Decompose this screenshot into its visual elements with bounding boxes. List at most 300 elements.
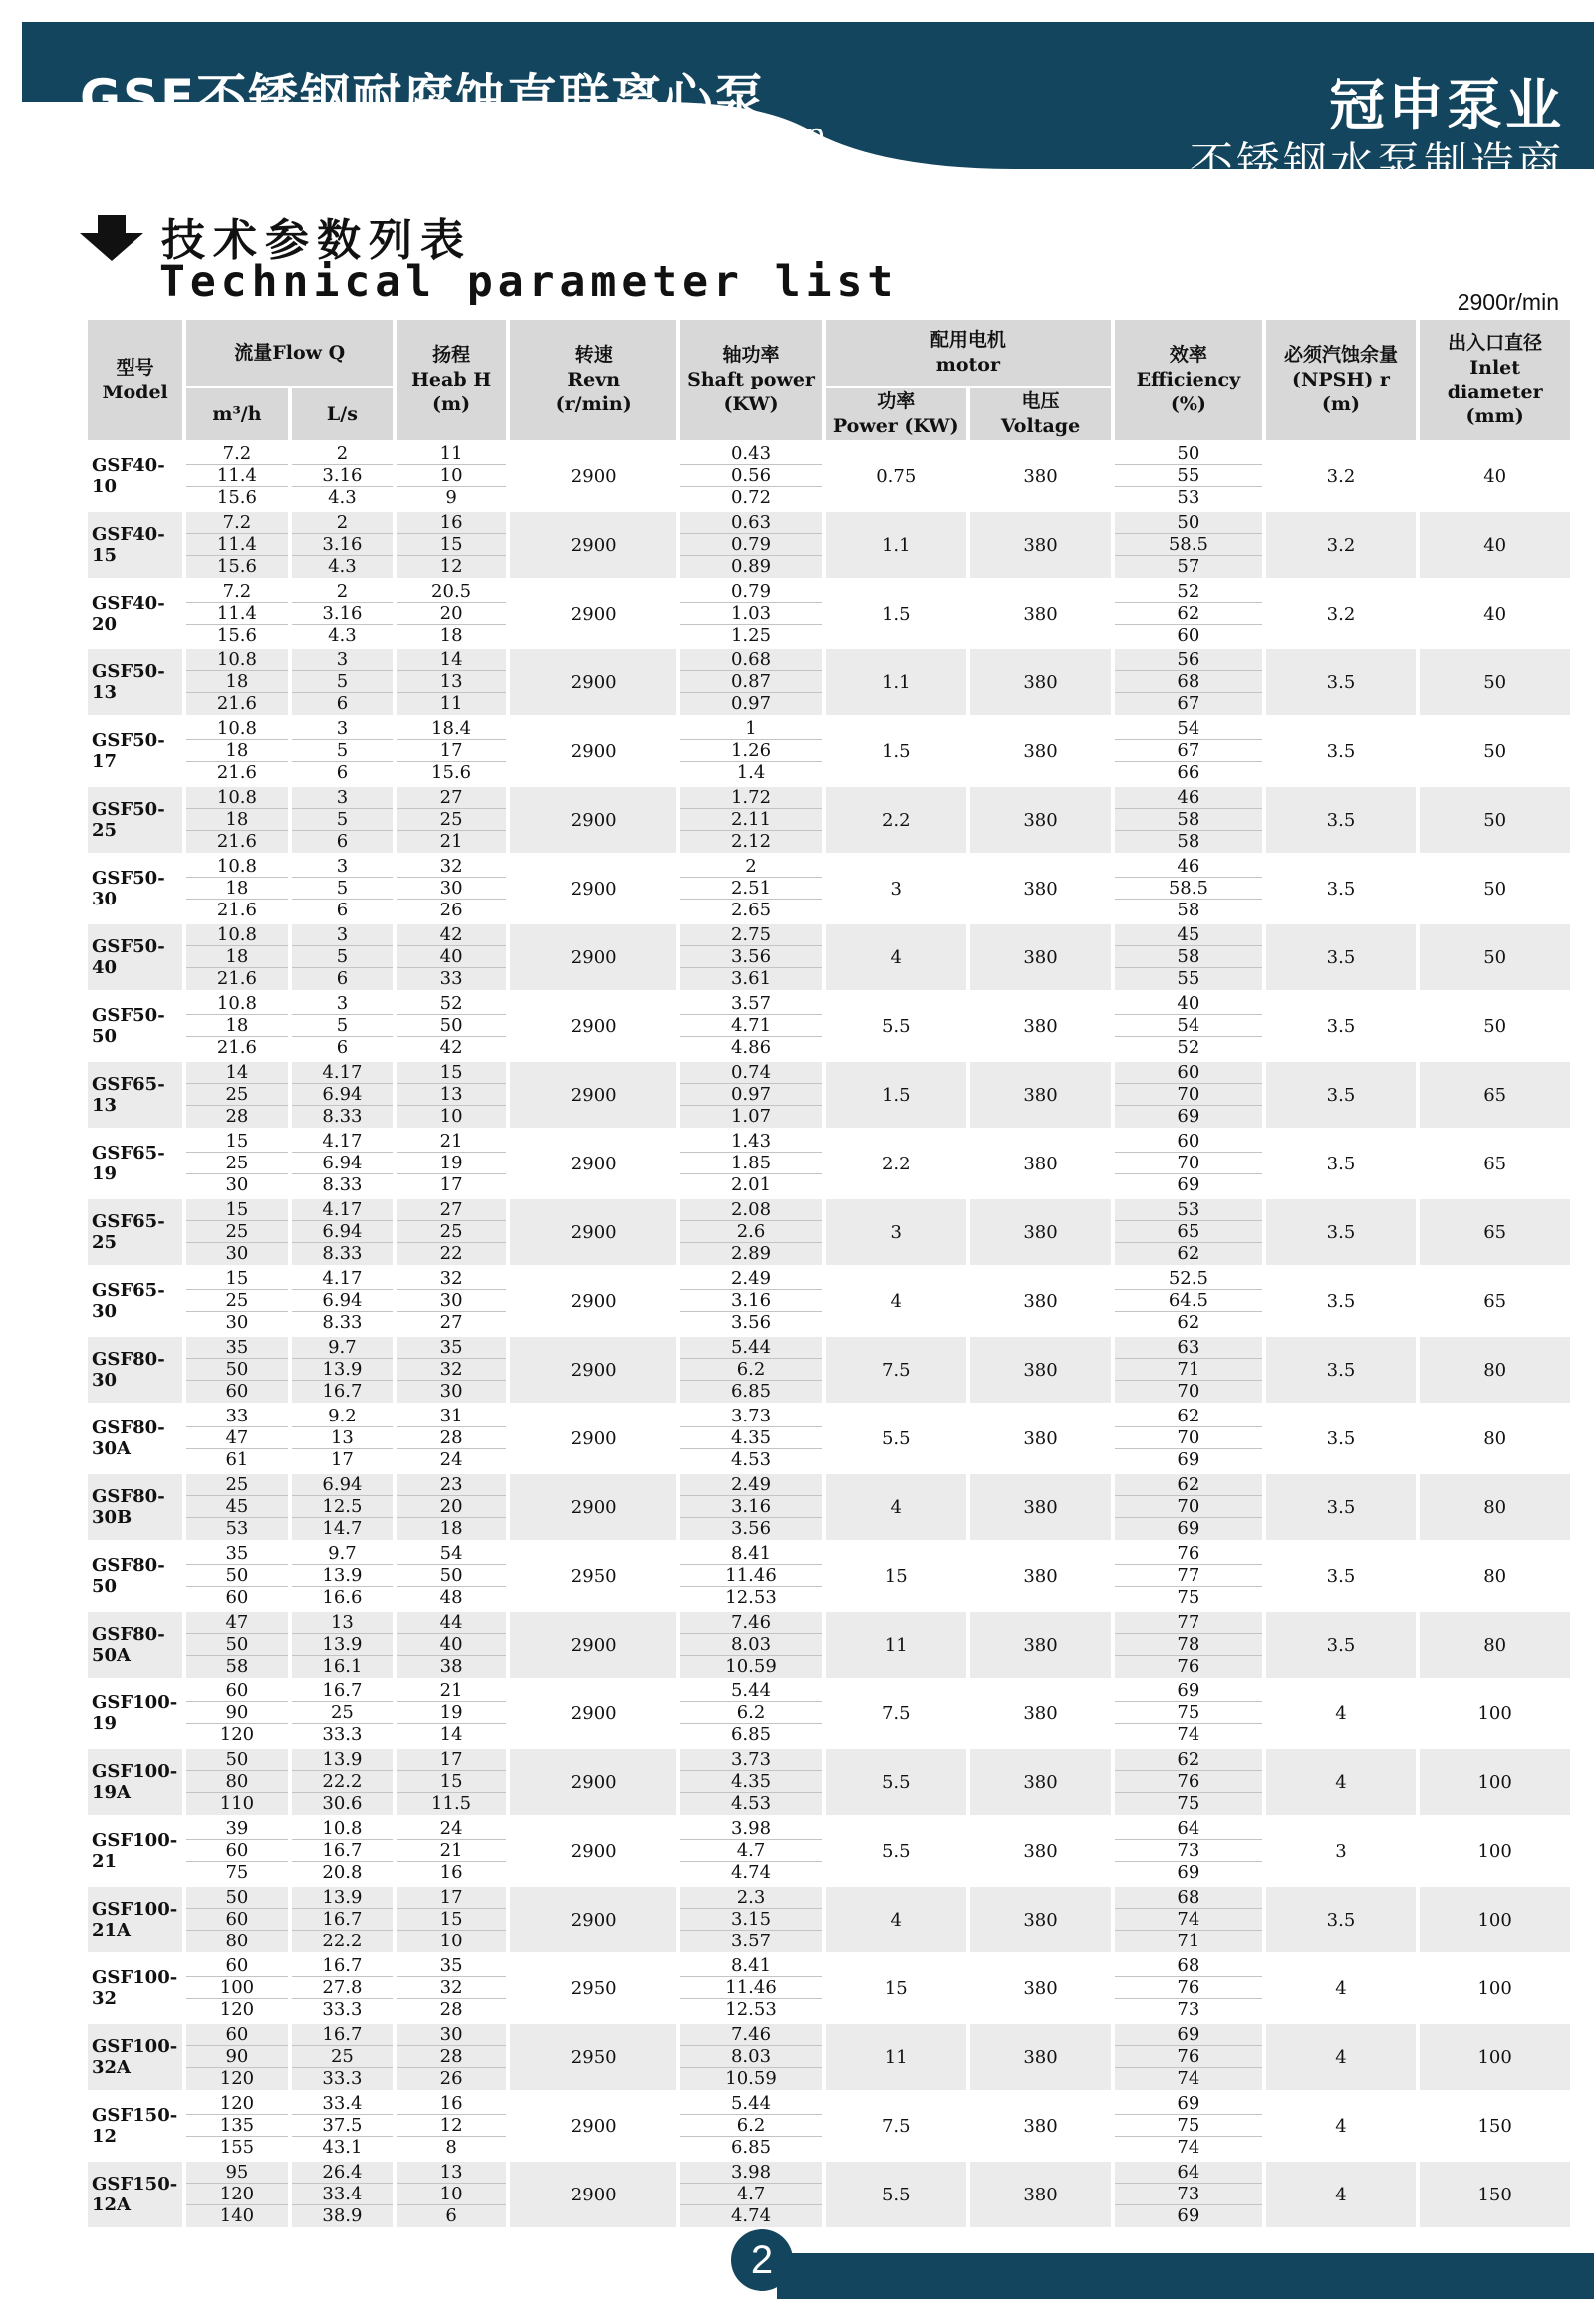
efficiency-cell-value: 74 [1177, 1724, 1200, 1745]
flow-m3h-cell-value: 10.8 [186, 788, 287, 809]
efficiency-cell-value: 54 [1115, 1016, 1262, 1037]
motor-power-cell: 0.75 [826, 443, 966, 509]
head-cell-value: 21 [439, 831, 463, 852]
voltage-cell: 380 [970, 1680, 1111, 1746]
flow-m3h-cell-value: 80 [186, 1772, 287, 1793]
table-row [88, 1337, 1570, 1403]
flow-m3h-cell-value: 18 [186, 672, 287, 693]
head-cell [397, 993, 506, 1059]
motor-power-cell: 1.5 [826, 718, 966, 784]
flow-ls-cell-value: 25 [292, 1703, 393, 1724]
shaft-power-cell-value: 2.75 [680, 925, 821, 946]
flow-ls-cell-value: 6 [336, 900, 349, 920]
flow-ls-cell-value: 10.8 [292, 1819, 393, 1840]
flow-m3h-cell-value: 15 [186, 1200, 287, 1221]
head-cell-value: 52 [397, 994, 506, 1015]
flow-ls-cell-value: 5 [292, 741, 393, 762]
speed-note: 2900r/min [1457, 289, 1559, 315]
table-row [88, 856, 1570, 921]
speed-cell: 2900 [510, 1337, 676, 1403]
shaft-power-cell [680, 856, 821, 921]
flow-ls-cell-value: 9.7 [292, 1338, 393, 1359]
flow-m3h-cell-value: 7.2 [186, 513, 287, 534]
flow-ls-cell-value: 4.3 [328, 487, 357, 508]
head-cell-value: 40 [397, 947, 506, 968]
inlet-cell: 40 [1420, 581, 1570, 646]
shaft-power-cell [680, 1543, 821, 1609]
shaft-power-cell-value: 5.44 [680, 1338, 821, 1359]
flow-m3h-cell [186, 993, 287, 1059]
efficiency-cell-value: 76 [1177, 1656, 1200, 1677]
head-cell-value: 22 [439, 1243, 463, 1264]
shaft-power-cell-value: 2.6 [680, 1222, 821, 1243]
flow-ls-cell-value: 12.5 [292, 1497, 393, 1518]
flow-m3h-cell-value: 30 [225, 1243, 249, 1264]
head-cell-value: 16 [397, 2094, 506, 2115]
head-cell-value: 44 [397, 1613, 506, 1634]
efficiency-cell [1115, 1406, 1262, 1471]
npsh-cell: 3.5 [1266, 1406, 1417, 1471]
shaft-power-cell-value: 1.03 [680, 604, 821, 625]
table-row [88, 1474, 1570, 1540]
shaft-power-cell-value: 2.11 [680, 810, 821, 831]
head-cell [397, 581, 506, 646]
flow-m3h-cell [186, 649, 287, 715]
flow-ls-cell [292, 1062, 393, 1128]
motor-power-cell: 15 [826, 1543, 966, 1609]
speed-cell: 2900 [510, 1268, 676, 1334]
efficiency-cell-value: 78 [1115, 1635, 1262, 1656]
flow-ls-cell-value: 13.9 [292, 1566, 393, 1587]
npsh-cell: 3.5 [1266, 1268, 1417, 1334]
head-cell-value: 20.5 [397, 582, 506, 603]
flow-m3h-cell-value: 7.2 [186, 444, 287, 465]
efficiency-cell-value: 58.5 [1115, 535, 1262, 556]
shaft-power-cell-value: 3.57 [680, 994, 821, 1015]
model-cell: GSF65-19 [88, 1131, 182, 1196]
model-cell: GSF80-50A [88, 1612, 182, 1678]
flow-m3h-cell-value: 47 [186, 1613, 287, 1634]
efficiency-cell-value: 50 [1115, 513, 1262, 534]
inlet-cell: 80 [1420, 1337, 1570, 1403]
section-title-en: Technical parameter list [159, 257, 899, 307]
shaft-power-cell-value: 2.65 [730, 900, 772, 920]
efficiency-cell-value: 69 [1115, 2094, 1262, 2115]
head-cell-value: 12 [439, 556, 463, 577]
efficiency-cell [1115, 787, 1262, 853]
efficiency-cell-value: 75 [1115, 2116, 1262, 2137]
flow-m3h-cell-value: 155 [219, 2137, 255, 2158]
efficiency-cell-value: 53 [1115, 1200, 1262, 1221]
flow-m3h-cell-value: 60 [186, 1910, 287, 1931]
head-cell-value: 30 [397, 1291, 506, 1312]
head-cell-value: 18.4 [397, 719, 506, 740]
shaft-power-cell-value: 6.2 [680, 2116, 821, 2137]
flow-ls-cell-value: 16.7 [292, 1681, 393, 1702]
flow-ls-cell-value: 8.33 [322, 1312, 363, 1333]
efficiency-cell [1115, 649, 1262, 715]
head-cell [397, 1268, 506, 1334]
inlet-cell: 100 [1420, 1955, 1570, 2021]
flow-ls-cell [292, 1474, 393, 1540]
flow-m3h-cell-value: 10.8 [186, 650, 287, 671]
shaft-power-cell-value: 0.74 [680, 1063, 821, 1084]
efficiency-cell-value: 77 [1115, 1566, 1262, 1587]
efficiency-cell-value: 62 [1115, 1475, 1262, 1496]
head-cell-value: 32 [397, 1978, 506, 1999]
head-cell [397, 856, 506, 921]
head-cell-value: 18 [439, 625, 463, 646]
model-cell: GSF80-30A [88, 1406, 182, 1471]
header-motor: 配用电机 motor [826, 320, 1111, 386]
efficiency-cell [1115, 1474, 1262, 1540]
speed-cell: 2950 [510, 1955, 676, 2021]
speed-cell: 2900 [510, 1131, 676, 1196]
shaft-power-cell-value: 3.57 [730, 1931, 772, 1951]
shaft-power-cell-value: 7.46 [680, 2025, 821, 2046]
speed-cell: 2900 [510, 2093, 676, 2159]
head-cell-value: 25 [397, 810, 506, 831]
shaft-power-cell-value: 3.73 [680, 1750, 821, 1771]
efficiency-cell-value: 69 [1177, 1449, 1200, 1470]
voltage-cell: 380 [970, 1818, 1111, 1884]
head-cell-value: 32 [397, 1269, 506, 1290]
head-cell [397, 1337, 506, 1403]
head-cell-value: 10 [397, 2185, 506, 2205]
head-cell-value: 38 [439, 1656, 463, 1677]
shaft-power-cell-value: 3.56 [730, 1518, 772, 1539]
efficiency-cell-value: 69 [1177, 2205, 1200, 2226]
flow-ls-cell-value: 4.17 [292, 1063, 393, 1084]
efficiency-cell-value: 62 [1177, 1312, 1200, 1333]
flow-ls-cell-value: 3 [292, 925, 393, 946]
flow-ls-cell-value: 22.2 [292, 1772, 393, 1793]
efficiency-cell-value: 68 [1115, 672, 1262, 693]
flow-m3h-cell-value: 58 [225, 1656, 249, 1677]
shaft-power-cell [680, 1406, 821, 1471]
inlet-cell: 150 [1420, 2162, 1570, 2227]
head-cell-value: 14 [439, 1724, 463, 1745]
model-cell: GSF150-12A [88, 2162, 182, 2227]
model-cell: GSF100-21 [88, 1818, 182, 1884]
motor-power-cell: 1.5 [826, 581, 966, 646]
head-cell-value: 17 [397, 1888, 506, 1909]
flow-m3h-cell-value: 14 [186, 1063, 287, 1084]
flow-m3h-cell-value: 60 [186, 1681, 287, 1702]
efficiency-cell-value: 40 [1115, 994, 1262, 1015]
shaft-power-cell [680, 1818, 821, 1884]
flow-m3h-cell-value: 18 [186, 741, 287, 762]
shaft-power-cell-value: 0.89 [730, 556, 772, 577]
table-row [88, 1406, 1570, 1471]
inlet-cell: 50 [1420, 924, 1570, 990]
shaft-power-cell-value: 4.35 [680, 1428, 821, 1449]
efficiency-cell-value: 54 [1115, 719, 1262, 740]
header-flow: 流量Flow Q [186, 320, 393, 386]
flow-m3h-cell-value: 25 [186, 1291, 287, 1312]
motor-power-cell: 5.5 [826, 1406, 966, 1471]
motor-power-cell: 4 [826, 1268, 966, 1334]
shaft-power-cell [680, 1199, 821, 1265]
efficiency-cell-value: 52 [1177, 1037, 1200, 1058]
table-body [88, 443, 1570, 2227]
voltage-cell: 380 [970, 1199, 1111, 1265]
head-cell-value: 14 [397, 650, 506, 671]
efficiency-cell-value: 45 [1115, 925, 1262, 946]
flow-ls-cell [292, 718, 393, 784]
head-cell-value: 27 [397, 788, 506, 809]
efficiency-cell [1115, 2024, 1262, 2090]
shaft-power-cell [680, 2162, 821, 2227]
flow-ls-cell-value: 8.33 [322, 1106, 363, 1127]
efficiency-cell-value: 69 [1177, 1862, 1200, 1883]
inlet-cell: 100 [1420, 1680, 1570, 1746]
flow-ls-cell-value: 9.7 [292, 1544, 393, 1565]
flow-ls-cell [292, 1749, 393, 1815]
flow-m3h-cell-value: 120 [219, 1724, 255, 1745]
shaft-power-cell [680, 581, 821, 646]
shaft-power-cell-value: 2.89 [730, 1243, 772, 1264]
efficiency-cell-value: 75 [1115, 1703, 1262, 1724]
efficiency-cell-value: 69 [1115, 2025, 1262, 2046]
efficiency-cell-value: 70 [1115, 1085, 1262, 1106]
efficiency-cell [1115, 718, 1262, 784]
shaft-power-cell-value: 4.53 [730, 1449, 772, 1470]
header-title-zh: GSF不锈钢耐腐蚀直联离心泵 [80, 69, 767, 127]
table-row [88, 649, 1570, 715]
efficiency-cell-value: 46 [1115, 788, 1262, 809]
efficiency-cell [1115, 2162, 1262, 2227]
flow-m3h-cell [186, 1268, 287, 1334]
efficiency-cell-value: 46 [1115, 857, 1262, 878]
shaft-power-cell-value: 0.97 [680, 1085, 821, 1106]
efficiency-cell-value: 65 [1115, 1222, 1262, 1243]
efficiency-cell [1115, 1543, 1262, 1609]
head-cell [397, 1062, 506, 1128]
flow-m3h-cell-value: 50 [186, 1360, 287, 1381]
flow-ls-cell-value: 43.1 [322, 2137, 363, 2158]
efficiency-cell-value: 62 [1115, 1407, 1262, 1427]
flow-m3h-cell [186, 1543, 287, 1609]
shaft-power-cell-value: 2.08 [680, 1200, 821, 1221]
flow-m3h-cell-value: 45 [186, 1497, 287, 1518]
table-row [88, 1680, 1570, 1746]
efficiency-cell [1115, 856, 1262, 921]
npsh-cell: 4 [1266, 1955, 1417, 2021]
head-cell-value: 16 [397, 513, 506, 534]
flow-m3h-cell-value: 15.6 [216, 556, 257, 577]
head-cell-value: 28 [439, 1999, 463, 2020]
flow-ls-cell-value: 6.94 [292, 1475, 393, 1496]
npsh-cell: 3.2 [1266, 443, 1417, 509]
efficiency-cell-value: 52.5 [1115, 1269, 1262, 1290]
header-title-en: GSF stainless steel corrosion resistant centrifugal pump [80, 117, 824, 152]
head-cell-value: 13 [397, 2163, 506, 2184]
flow-ls-cell-value: 2 [292, 513, 393, 534]
flow-ls-cell [292, 1955, 393, 2021]
motor-power-cell: 2.2 [826, 787, 966, 853]
model-cell: GSF50-17 [88, 718, 182, 784]
inlet-cell: 50 [1420, 649, 1570, 715]
head-cell-value: 24 [397, 1819, 506, 1840]
flow-m3h-cell-value: 15.6 [216, 625, 257, 646]
flow-ls-cell-value: 13.9 [292, 1635, 393, 1656]
efficiency-cell-value: 67 [1177, 693, 1200, 714]
inlet-cell: 80 [1420, 1406, 1570, 1471]
flow-m3h-cell-value: 60 [186, 1956, 287, 1977]
head-cell-value: 23 [397, 1475, 506, 1496]
efficiency-cell-value: 68 [1115, 1956, 1262, 1977]
head-cell-value: 12 [397, 2116, 506, 2137]
npsh-cell: 4 [1266, 1680, 1417, 1746]
efficiency-cell [1115, 993, 1262, 1059]
arrow-down-icon [80, 215, 143, 261]
head-cell-value: 15 [397, 1063, 506, 1084]
motor-power-cell: 5.5 [826, 2162, 966, 2227]
shaft-power-cell-value: 3.15 [680, 1910, 821, 1931]
motor-power-cell: 4 [826, 1887, 966, 1952]
shaft-power-cell-value: 6.85 [730, 1381, 772, 1402]
page-number: 2 [731, 2229, 793, 2291]
motor-power-cell: 1.5 [826, 1062, 966, 1128]
flow-ls-cell [292, 1337, 393, 1403]
shaft-power-cell-value: 6.85 [730, 2137, 772, 2158]
voltage-cell: 380 [970, 1887, 1111, 1952]
efficiency-cell [1115, 443, 1262, 509]
header-flow-m3h: m³/h [186, 388, 287, 440]
motor-power-cell: 3 [826, 1199, 966, 1265]
head-cell-value: 42 [439, 1037, 463, 1058]
table-row [88, 2024, 1570, 2090]
shaft-power-cell-value: 1.43 [680, 1132, 821, 1153]
table-row [88, 1749, 1570, 1815]
flow-ls-cell-value: 33.3 [322, 1999, 363, 2020]
efficiency-cell-value: 77 [1115, 1613, 1262, 1634]
head-cell-value: 50 [397, 1566, 506, 1587]
model-cell: GSF40-20 [88, 581, 182, 646]
shaft-power-cell [680, 2024, 821, 2090]
flow-ls-cell-value: 6.94 [292, 1222, 393, 1243]
shaft-power-cell [680, 718, 821, 784]
shaft-power-cell [680, 1062, 821, 1128]
head-cell-value: 26 [439, 900, 463, 920]
model-cell: GSF100-19A [88, 1749, 182, 1815]
head-cell-value: 32 [397, 1360, 506, 1381]
efficiency-cell [1115, 1680, 1262, 1746]
shaft-power-cell-value: 4.7 [680, 2185, 821, 2205]
flow-ls-cell-value: 8.33 [322, 1243, 363, 1264]
shaft-power-cell [680, 993, 821, 1059]
inlet-cell: 50 [1420, 856, 1570, 921]
shaft-power-cell-value: 2.49 [680, 1475, 821, 1496]
shaft-power-cell-value: 6.85 [730, 1724, 772, 1745]
shaft-power-cell-value: 6.2 [680, 1360, 821, 1381]
flow-m3h-cell-value: 18 [186, 879, 287, 900]
model-cell: GSF150-12 [88, 2093, 182, 2159]
table-header [88, 320, 1570, 440]
flow-m3h-cell-value: 120 [186, 2094, 287, 2115]
header-inlet: 出入口直径 Inlet diameter (mm) [1420, 320, 1570, 440]
table-row [88, 993, 1570, 1059]
efficiency-cell-value: 70 [1115, 1428, 1262, 1449]
motor-power-cell: 5.5 [826, 1749, 966, 1815]
head-cell-value: 17 [397, 741, 506, 762]
shaft-power-cell-value: 4.74 [730, 1862, 772, 1883]
head-cell-value: 15 [397, 1910, 506, 1931]
shaft-power-cell [680, 649, 821, 715]
flow-m3h-cell-value: 120 [219, 1999, 255, 2020]
head-cell-value: 10 [439, 1931, 463, 1951]
flow-ls-cell-value: 37.5 [292, 2116, 393, 2137]
flow-m3h-cell [186, 1955, 287, 2021]
model-cell: GSF80-30 [88, 1337, 182, 1403]
model-cell: GSF40-15 [88, 512, 182, 578]
efficiency-cell-value: 60 [1115, 1132, 1262, 1153]
efficiency-cell-value: 69 [1115, 1681, 1262, 1702]
flow-m3h-cell-value: 28 [225, 1106, 249, 1127]
head-cell [397, 512, 506, 578]
model-cell: GSF80-30B [88, 1474, 182, 1540]
flow-m3h-cell-value: 10.8 [186, 719, 287, 740]
model-cell: GSF100-21A [88, 1887, 182, 1952]
flow-ls-cell-value: 13 [292, 1428, 393, 1449]
section-title-zh: 技术参数列表 [161, 215, 472, 266]
motor-power-cell: 11 [826, 1612, 966, 1678]
flow-m3h-cell [186, 1199, 287, 1265]
flow-m3h-cell-value: 21.6 [216, 968, 257, 989]
voltage-cell: 380 [970, 581, 1111, 646]
efficiency-cell-value: 70 [1115, 1497, 1262, 1518]
npsh-cell: 3.2 [1266, 512, 1417, 578]
speed-cell: 2900 [510, 1680, 676, 1746]
head-cell [397, 2024, 506, 2090]
flow-m3h-cell-value: 61 [225, 1449, 249, 1470]
flow-m3h-cell [186, 1406, 287, 1471]
header-motor-voltage: 电压 Voltage [970, 388, 1111, 440]
flow-m3h-cell-value: 100 [186, 1978, 287, 1999]
flow-ls-cell [292, 1131, 393, 1196]
motor-power-cell: 7.5 [826, 1680, 966, 1746]
brand-slogan: 不锈钢水泵制造商 [1190, 138, 1564, 189]
table-row [88, 1955, 1570, 2021]
flow-ls-cell [292, 1612, 393, 1678]
head-cell-value: 21 [397, 1841, 506, 1862]
speed-cell: 2900 [510, 856, 676, 921]
flow-ls-cell-value: 6.94 [292, 1085, 393, 1106]
shaft-power-cell-value: 0.43 [680, 444, 821, 465]
shaft-power-cell-value: 11.46 [680, 1566, 821, 1587]
head-cell-value: 11 [439, 693, 463, 714]
speed-cell: 2900 [510, 993, 676, 1059]
voltage-cell: 380 [970, 1474, 1111, 1540]
voltage-cell: 380 [970, 1955, 1111, 2021]
shaft-power-cell-value: 4.86 [730, 1037, 772, 1058]
flow-ls-cell-value: 13.9 [292, 1888, 393, 1909]
header-head: 扬程 Heab H (m) [397, 320, 506, 440]
shaft-power-cell-value: 3.56 [680, 947, 821, 968]
flow-m3h-cell-value: 30 [225, 1174, 249, 1195]
model-cell: GSF100-32A [88, 2024, 182, 2090]
speed-cell: 2900 [510, 1887, 676, 1952]
efficiency-cell [1115, 1749, 1262, 1815]
table-row [88, 1612, 1570, 1678]
efficiency-cell-value: 69 [1177, 1518, 1200, 1539]
flow-m3h-cell-value: 110 [219, 1793, 255, 1814]
efficiency-cell-value: 76 [1115, 1772, 1262, 1793]
shaft-power-cell-value: 2.12 [730, 831, 772, 852]
shaft-power-cell-value: 4.53 [730, 1793, 772, 1814]
flow-ls-cell-value: 5 [292, 1016, 393, 1037]
